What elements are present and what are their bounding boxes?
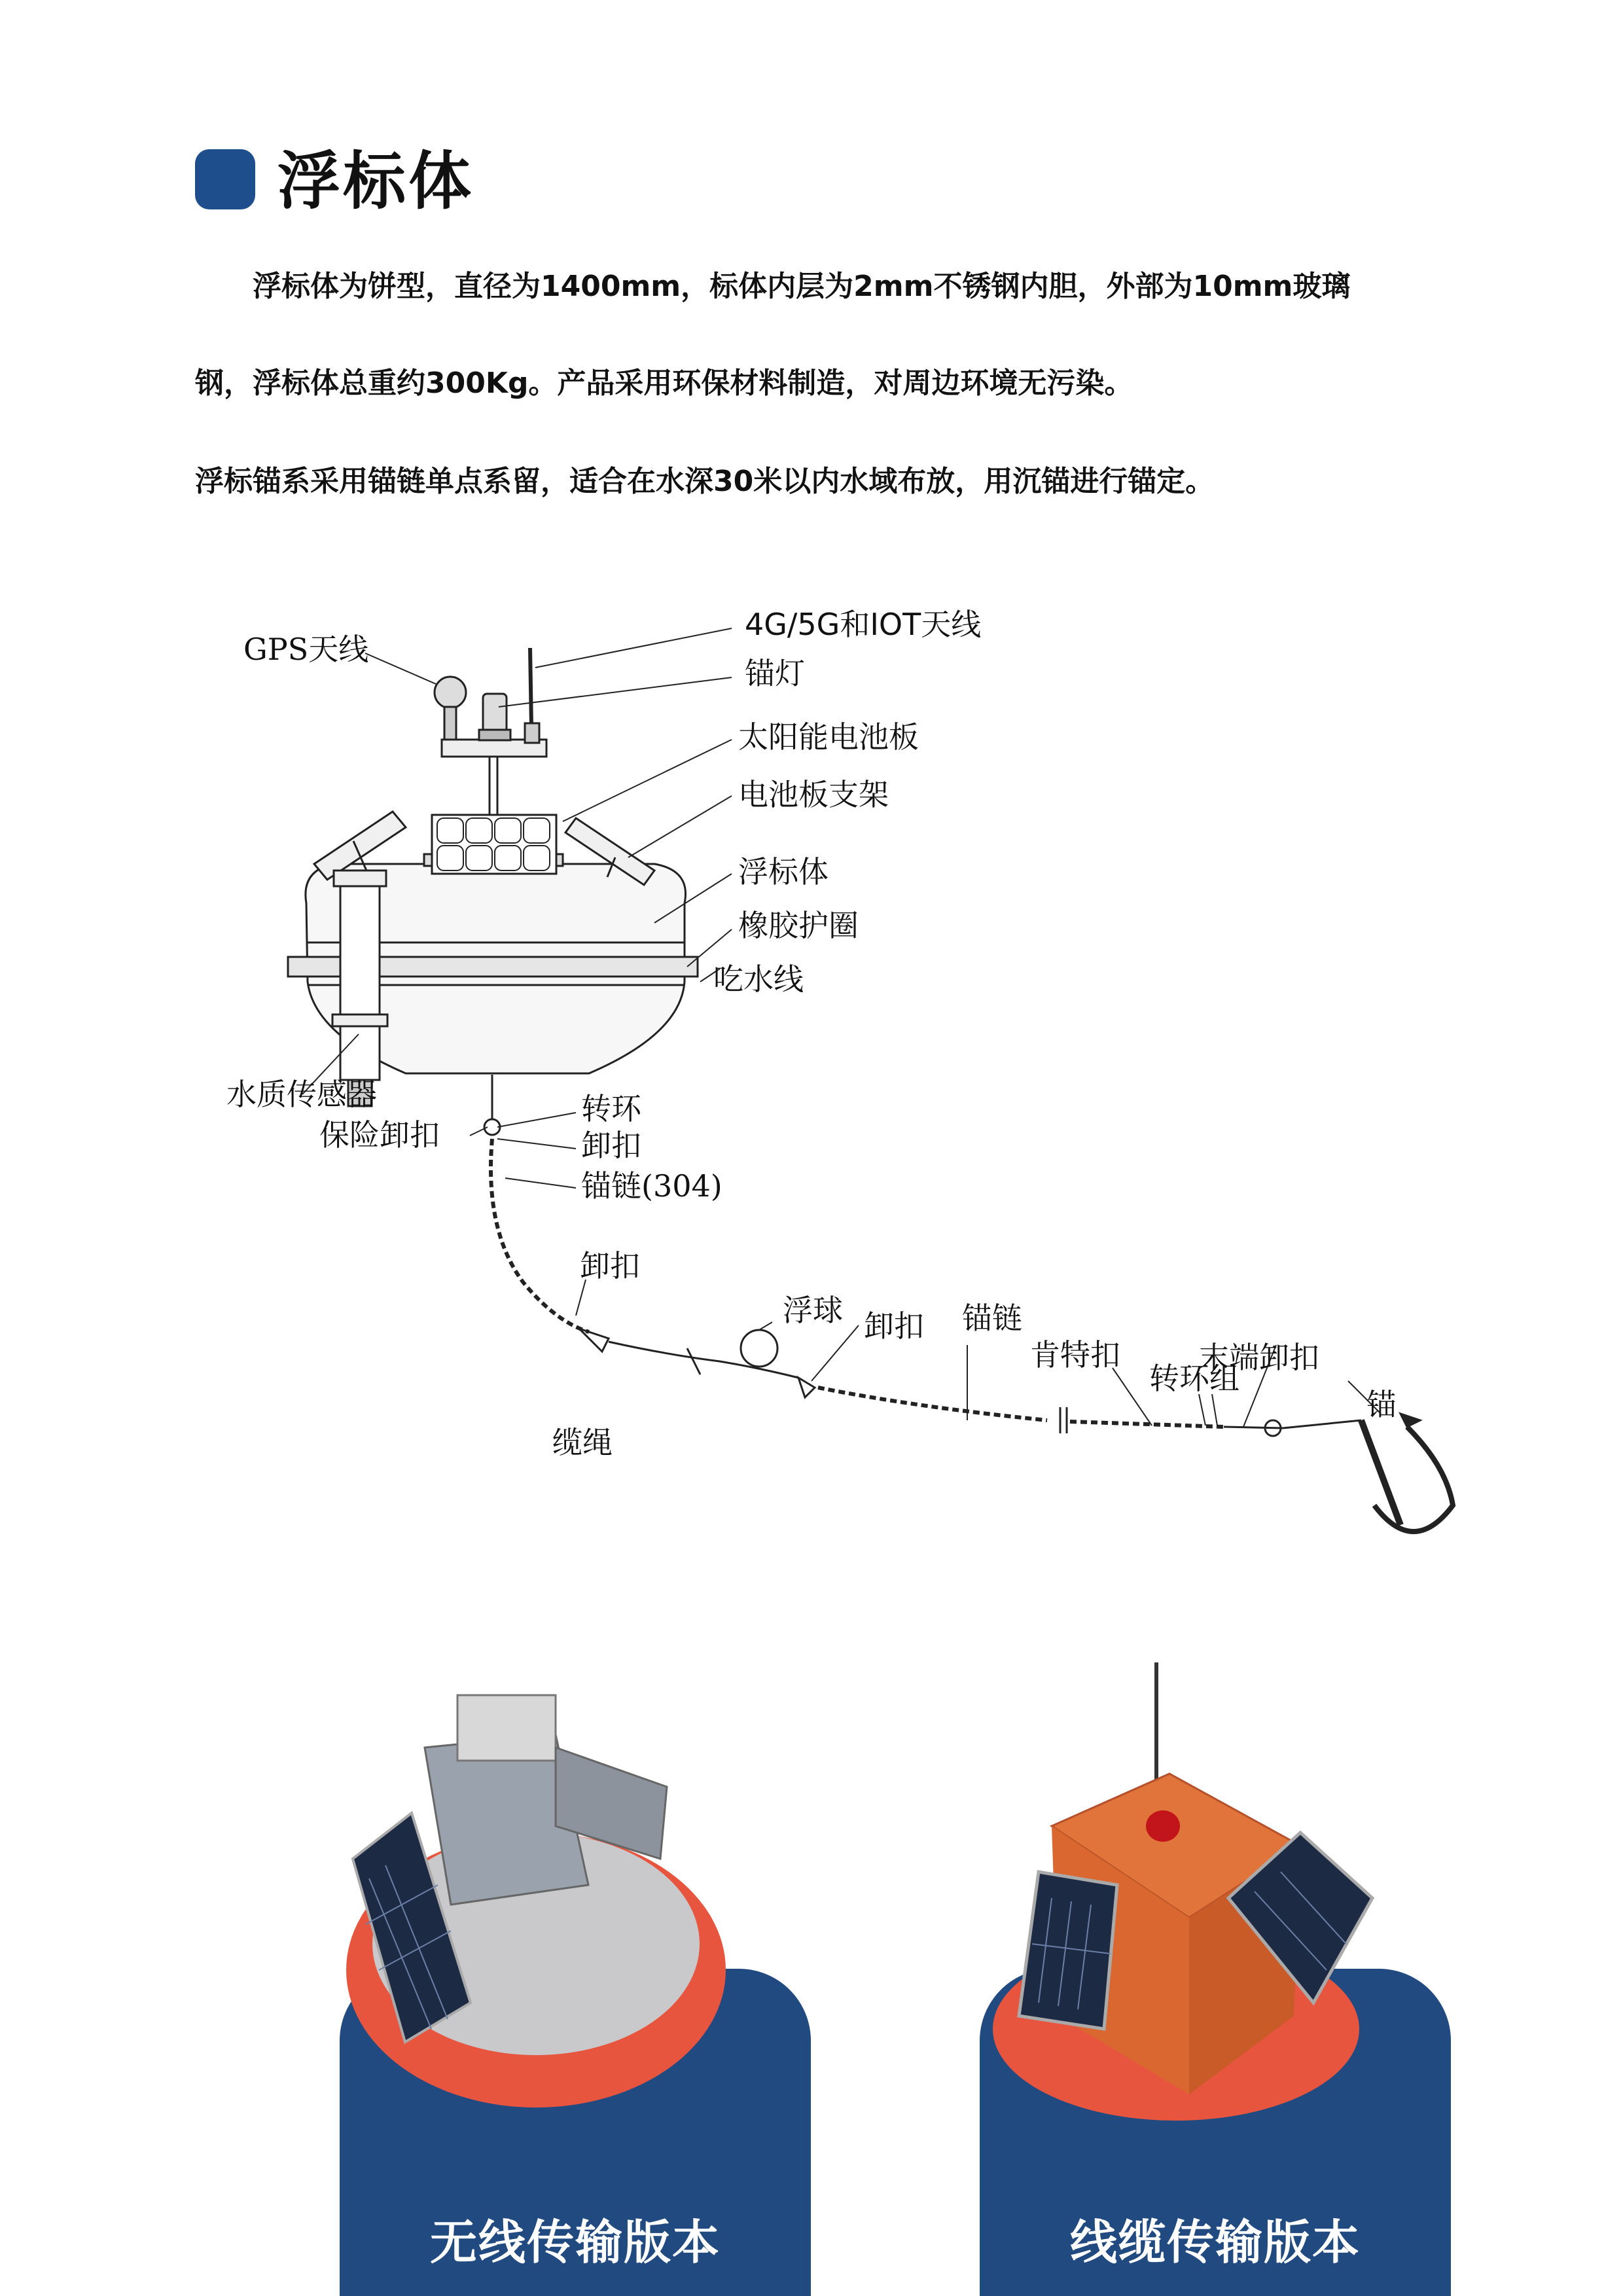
label-anchor-light: 锚灯 [745,656,805,691]
label-gps-antenna: GPS天线 [243,632,369,667]
label-kenter-shackle: 肯特扣 [1030,1337,1120,1372]
label-buoy-body: 浮标体 [738,854,829,889]
mooring-diagram [0,576,1623,1636]
version-card-cable [980,1662,1451,2296]
label-shackle-3: 卸扣 [864,1308,924,1344]
label-water-sensor: 水质传感器 [226,1077,377,1112]
label-shackle-2: 卸扣 [580,1248,640,1283]
label-solar-panel: 太阳能电池板 [738,719,919,755]
label-anchor: 锚 [1366,1387,1397,1422]
paragraph-1: 浮标体为饼型，直径为1400mm，标体内层为2mm不锈钢内胆，外部为10mm玻璃 [253,270,1351,303]
label-rope: 缆绳 [552,1425,613,1460]
version-label-wireless: 无线传输版本 [429,2215,721,2270]
label-chain: 锚链 [962,1300,1022,1336]
version-card-wireless [340,1662,811,2296]
label-swivel: 转环 [581,1091,641,1126]
label-panel-bracket: 电池板支架 [738,777,889,812]
label-iot-antenna: 4G/5G和IOT天线 [745,607,982,642]
label-shackle-1: 卸扣 [581,1128,641,1163]
label-chain-304: 锚链(304) [581,1168,722,1204]
wireless-buoy-image [340,1662,811,2134]
paragraph-3: 浮标锚系采用锚链单点系留，适合在水深30米以内水域布放，用沉锚进行锚定。 [195,465,1215,498]
label-swivel-group: 转环组 [1149,1361,1240,1396]
section-marker [195,149,255,209]
water-sensor-drawing [332,870,387,1106]
label-end-shackle: 末端卸扣 [1199,1340,1319,1375]
label-rubber-ring: 橡胶护圈 [738,908,859,943]
version-label-cable: 线缆传输版本 [1069,2215,1361,2270]
label-float-ball: 浮球 [783,1293,843,1328]
cable-buoy-image [980,1662,1451,2134]
label-waterline: 吃水线 [713,961,804,997]
paragraph-2: 钢，浮标体总重约300Kg。产品采用环保材料制造，对周边环境无污染。 [195,367,1133,400]
label-safety-shackle: 保险卸扣 [319,1117,440,1153]
anchor-drawing [1361,1414,1453,1532]
page-title: 浮标体 [277,145,474,218]
